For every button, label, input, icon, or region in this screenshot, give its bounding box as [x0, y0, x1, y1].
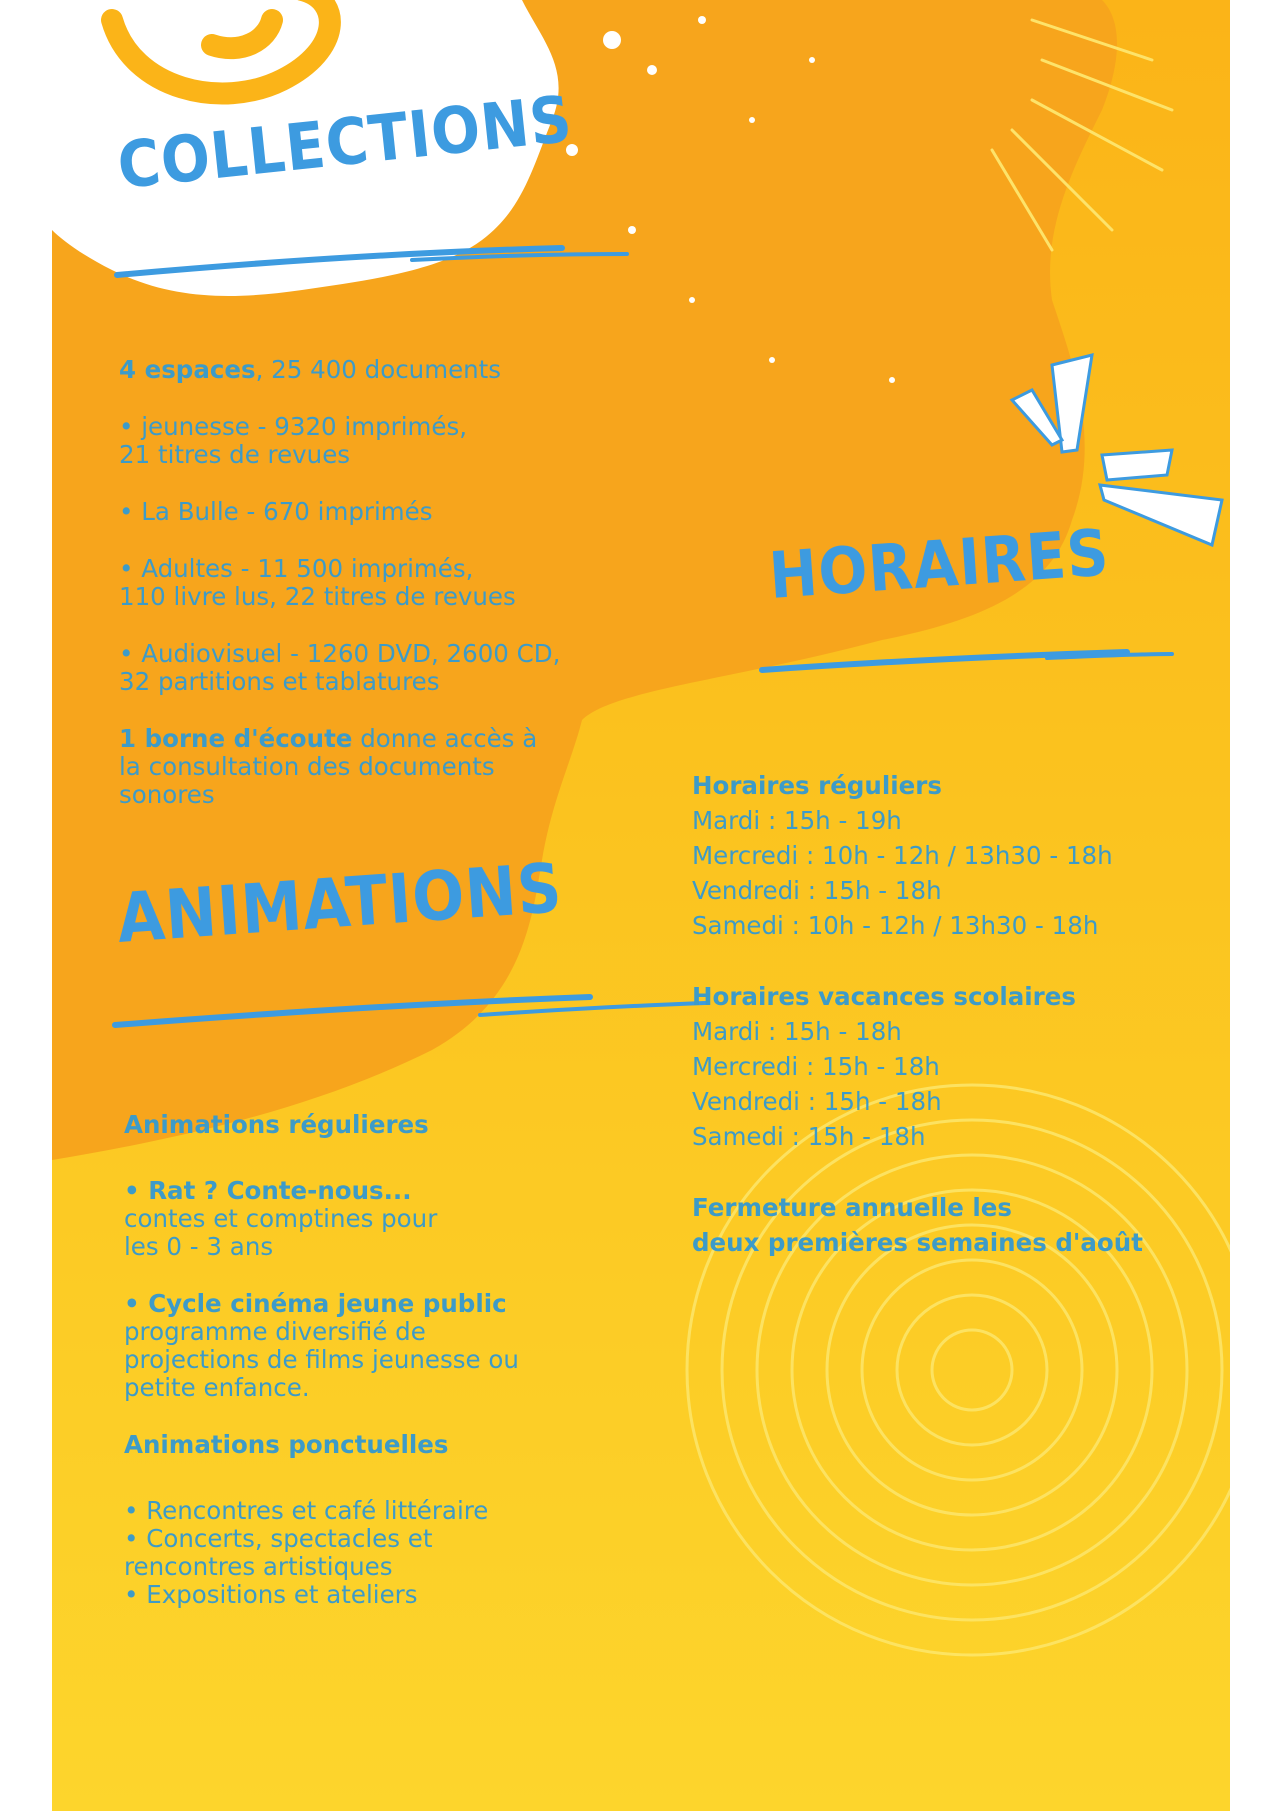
splash-dot	[769, 357, 775, 363]
splash-dot	[628, 226, 636, 234]
collections-title: COLLECTIONS	[114, 82, 576, 204]
ponctual-item: • Expositions et ateliers	[124, 1580, 418, 1609]
splash-dot	[647, 65, 657, 75]
collections-intro-bold: 4 espaces	[119, 355, 256, 384]
collections-intro-rest: , 25 400 documents	[255, 355, 502, 384]
cycle-title: • Cycle cinéma jeune public	[124, 1289, 507, 1318]
borne-line: la consultation des documents	[119, 752, 495, 781]
rat-line: contes et comptines pour	[124, 1204, 438, 1233]
collections-item	[119, 555, 599, 611]
closing-line: deux premières semaines d'août	[692, 1228, 1143, 1257]
collections-text	[119, 356, 599, 838]
animation-cycle	[124, 1290, 624, 1402]
horaires-regular-heading: Horaires réguliers	[692, 771, 942, 800]
splash-dot	[603, 31, 621, 49]
ponctual-item: rencontres artistiques	[124, 1552, 393, 1581]
splash-dot	[689, 297, 695, 303]
cycle-line: petite enfance.	[124, 1373, 310, 1402]
collections-item-line: • jeunesse - 9320 imprimés,	[119, 412, 468, 441]
animation-rat	[124, 1177, 624, 1261]
collections-item-line: 21 titres de revues	[119, 440, 351, 469]
collections-item-line: 110 livre lus, 22 titres de revues	[119, 582, 516, 611]
collections-intro	[119, 356, 599, 384]
borne-bold: 1 borne d'écoute	[119, 724, 353, 753]
splash-dot	[698, 16, 706, 24]
splash-dot	[889, 377, 895, 383]
ponctual-item: • Rencontres et café littéraire	[124, 1496, 489, 1525]
animations-regular-heading: Animations régulieres	[124, 1110, 429, 1139]
horaire-line: Mercredi : 15h - 18h	[692, 1052, 940, 1081]
animations-text	[124, 1111, 624, 1638]
animations-ponctual-heading: Animations ponctuelles	[124, 1430, 449, 1459]
horaires-title: HORAIRES	[766, 516, 1112, 614]
horaire-line: Mardi : 15h - 18h	[692, 1017, 902, 1046]
cycle-line: projections de films jeunesse ou	[124, 1345, 519, 1374]
collections-item	[119, 640, 599, 696]
horaire-line: Mercredi : 10h - 12h / 13h30 - 18h	[692, 841, 1113, 870]
borne-line: sonores	[119, 780, 215, 809]
animations-underline	[110, 985, 710, 1030]
rat-title: • Rat ? Conte-nous...	[124, 1176, 412, 1205]
horaires-text	[692, 768, 1212, 1260]
collections-borne	[119, 725, 599, 809]
horaire-line: Vendredi : 15h - 18h	[692, 876, 942, 905]
collections-underline	[112, 240, 632, 280]
rat-line: les 0 - 3 ans	[124, 1232, 274, 1261]
horaire-line: Samedi : 10h - 12h / 13h30 - 18h	[692, 911, 1099, 940]
cycle-line: programme diversifié de	[124, 1317, 426, 1346]
splash-dot	[749, 117, 755, 123]
horaires-underline	[757, 640, 1177, 680]
ponctual-item: • Concerts, spectacles et	[124, 1524, 433, 1553]
collections-item-line: • Adultes - 11 500 imprimés,	[119, 554, 474, 583]
animations-ponctual-list	[124, 1497, 624, 1609]
splash-dot	[809, 57, 815, 63]
horaires-holidays-heading: Horaires vacances scolaires	[692, 982, 1076, 1011]
horaire-line: Samedi : 15h - 18h	[692, 1122, 926, 1151]
collections-item-line: • Audiovisuel - 1260 DVD, 2600 CD,	[119, 639, 561, 668]
borne-rest: donne accès à	[352, 724, 538, 753]
collections-item	[119, 498, 599, 526]
closing-line: Fermeture annuelle les	[692, 1193, 1012, 1222]
collections-item	[119, 413, 599, 469]
horaire-line: Mardi : 15h - 19h	[692, 806, 902, 835]
collections-item-line: • La Bulle - 670 imprimés	[119, 497, 433, 526]
horaire-line: Vendredi : 15h - 18h	[692, 1087, 942, 1116]
poster	[52, 0, 1230, 1811]
collections-item-line: 32 partitions et tablatures	[119, 667, 440, 696]
animations-title: ANIMATIONS	[114, 849, 565, 959]
